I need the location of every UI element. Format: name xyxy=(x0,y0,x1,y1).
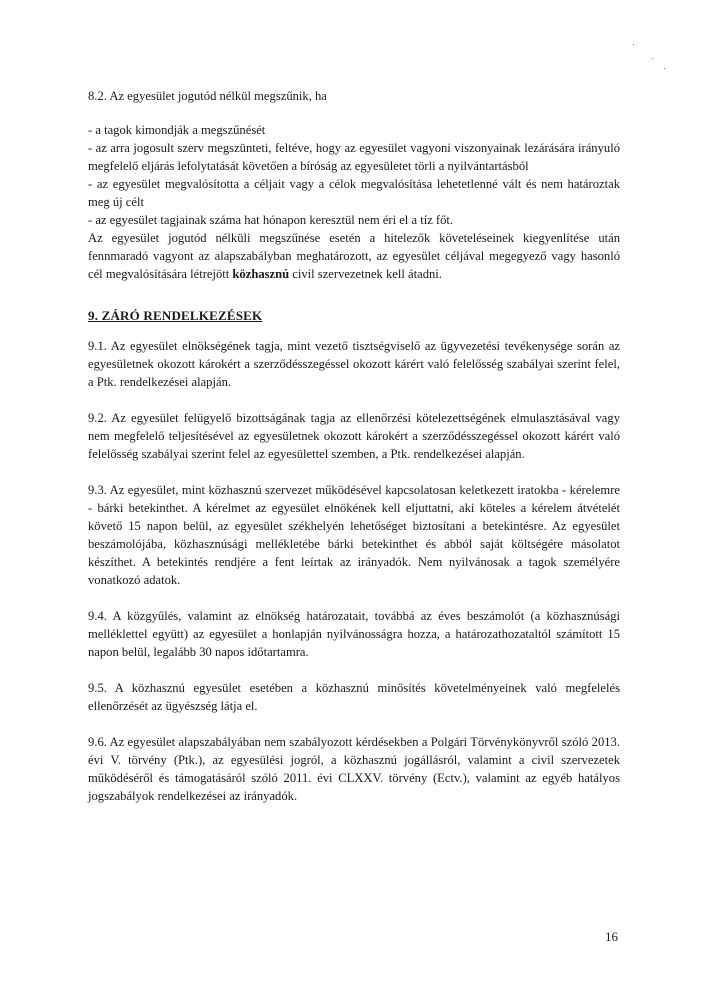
list-item: - az egyesület megvalósította a céljait vagy a célok megvalósítása lehetetlenné vált és nem határoztak meg új célt xyxy=(88,177,620,209)
list-item: - az arra jogosult szerv megszünteti, feltéve, hogy az egyesület vagyoni viszonyainak lezárására irányuló megfelelő eljárás lefolytatását követően a bíróság az egyesületet törli a nyilvántartásból xyxy=(88,141,620,173)
paragraph-9-6: 9.6. Az egyesület alapszabályában nem szabályozott kérdésekben a Polgári Törvénykönyvről szóló 2013. évi V. törvény (Ptk.), az egyesülési jogról, a közhasznú jogállásról, valamint a civil szervezetek működéséről és támogatásáról szóló 2011. évi CLXXV. törvény (Ectv.), valamint az egyéb hatályos jogszabályok rendelkezései az irányadók. xyxy=(88,735,620,803)
closing-text-end: civil szervezetnek kell átadni. xyxy=(289,267,442,281)
page-number: 16 xyxy=(605,929,618,944)
paragraph-9-5: 9.5. A közhasznú egyesület esetében a közhasznú minősítés követelményeinek való megfelelés ellenőrzését az ügyészség látja el. xyxy=(88,681,620,713)
paragraph-8-2: 8.2. Az egyesület jogutód nélkül megszűnik, ha xyxy=(88,89,327,103)
paragraph-9-4: 9.4. A közgyűlés, valamint az elnökség határozatait, továbbá az éves beszámolót (a közhasznúsági melléklettel együtt) az egyesület a honlapján nyilvánosságra hozza, a határozathozataltól számított 15 napon belül, legalább 30 napos időtartamra. xyxy=(88,609,620,659)
closing-bold-text: közhasznú xyxy=(232,267,290,281)
paragraph-9-1: 9.1. Az egyesület elnökségének tagja, mint vezető tisztségviselő az ügyvezetési tevékenysége során az egyesületnek okozott károkért a szerződésszegéssel okozott kárért való felelősség szabályai szerint felel, a Ptk. rendelkezései alapján. xyxy=(88,339,620,389)
paragraph-9-3: 9.3. Az egyesület, mint közhasznú szervezet működésével kapcsolatosan keletkezett iratokba - kérelemre - bárki betekinthet. A kérelmet az egyesület elnökének kell eljuttatni, aki köteles a kérelem átvételét követő 15 napon belül, az egyesület székhelyén lehetőséget biztosítani a betekintésre. Az egyesület beszámolójába, közhasznúsági mellékletébe bárki betekinthet és abból saját költségére másolatot készíthet. A betekintés rendjére a fent leírtak az irányadók. Nem nyilvánosak a tagok személyére vonatkozó adatok. xyxy=(88,483,620,587)
list-item: - a tagok kimondják a megszűnését xyxy=(88,123,266,137)
document-body xyxy=(88,87,620,805)
closing-text: Az egyesület jogutód nélküli megszűnése esetén a hitelezők követeléseinek kiegyenlítése után fennmaradó vagyont az alapszabályban meghatározott, az egyesület céljával megegyező vagy hasonló cél megvalósítására létrejött xyxy=(88,231,620,281)
list-item: - az egyesület tagjainak száma hat hónapon keresztül nem éri el a tíz főt. xyxy=(88,213,454,227)
scan-speck xyxy=(633,44,634,45)
closing-paragraph xyxy=(88,229,620,283)
scan-speck xyxy=(664,68,665,69)
section-heading: 9. ZÁRÓ RENDELKEZÉSEK xyxy=(88,308,263,323)
scan-speck xyxy=(652,58,653,59)
paragraph-9-2: 9.2. Az egyesület felügyelő bizottságának tagja az ellenőrzési kötelezettségének elmulasztásával vagy nem megfelelő teljesítésével az egyesületnek okozott károkért a szerződésszegéssel okozott kárért való felelősség szabályai szerint felel az egyesülettel szemben, a Ptk. rendelkezései alapján. xyxy=(88,411,620,461)
